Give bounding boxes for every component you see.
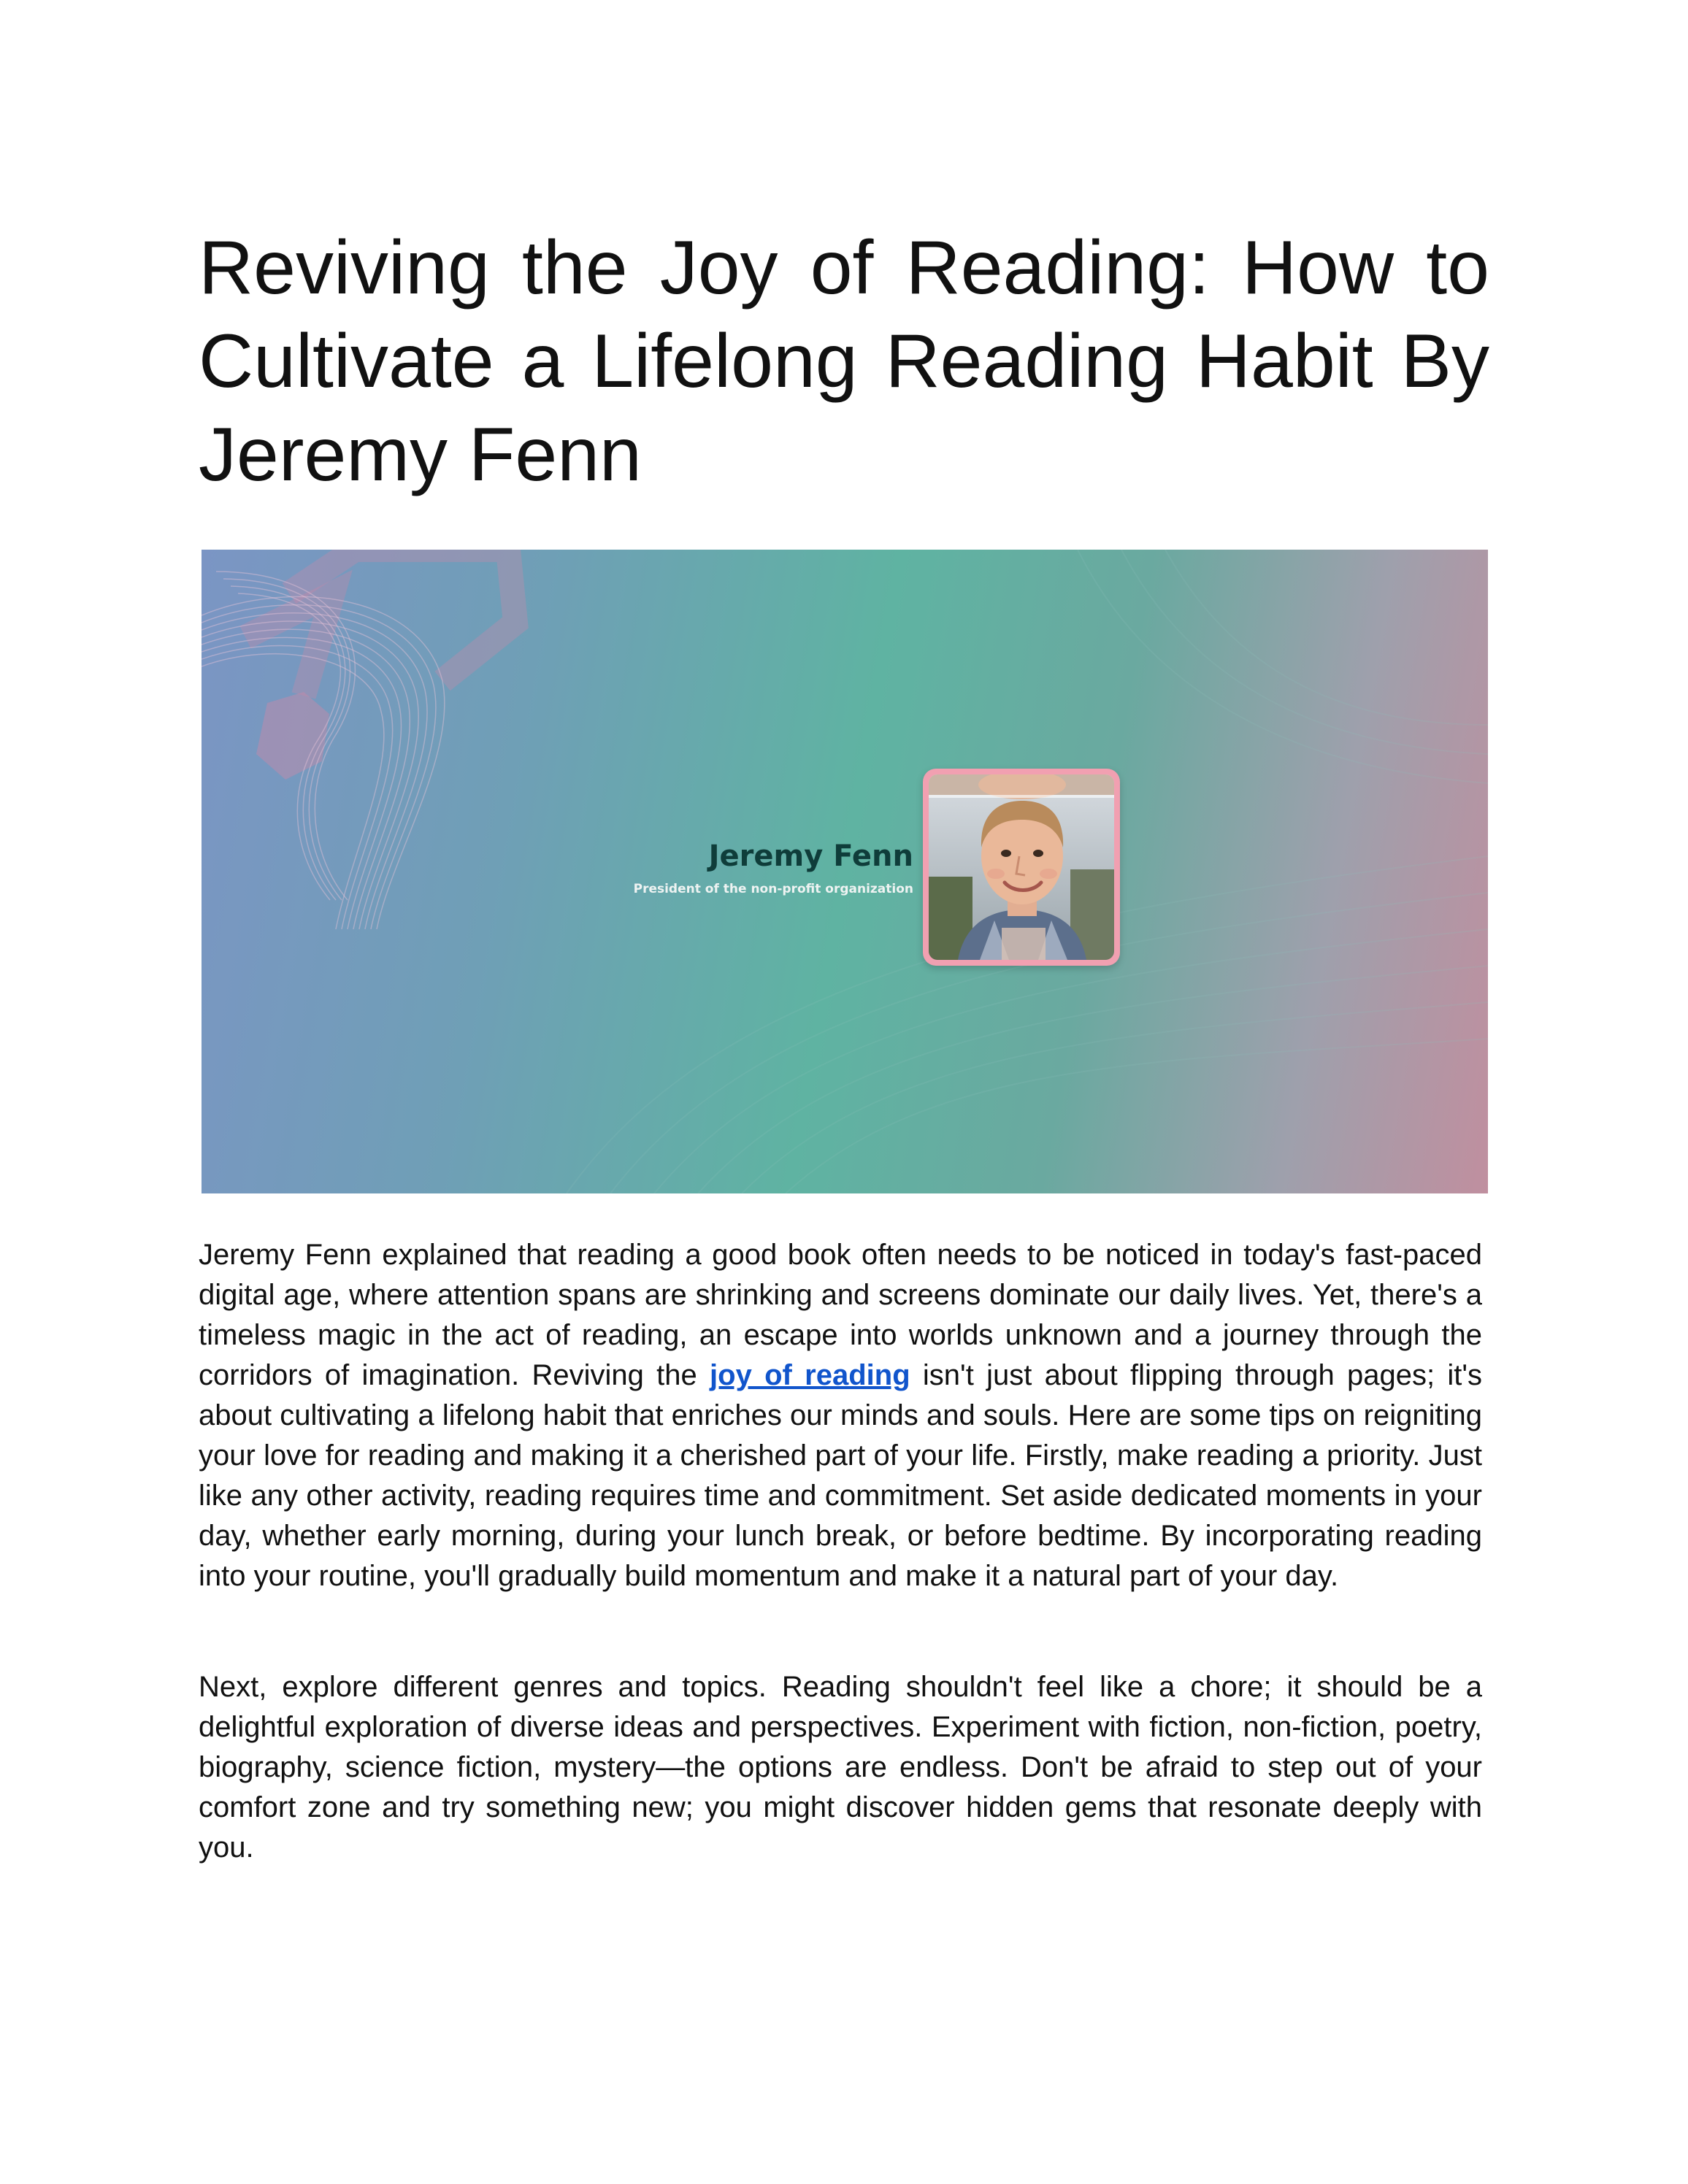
- paragraph-1-text-end: isn't just about flipping through pages; it's about cultivating a lifelong habit that enriches our minds and souls. Here are some tips on reigniting your love for reading and making it a cherished part of your life. Firstly, make reading a priority. Just like any other activity, reading requires time and commitment. Set aside dedicated moments in your day, whether early morning, during your lunch break, or before bedtime. By incorporating reading into your routine, you'll gradually build momentum and make it a natural part of your day.: [199, 1359, 1482, 1592]
- paragraph-1: [199, 1235, 1482, 1596]
- author-banner-image: [202, 550, 1488, 1193]
- portrait-illustration: [929, 774, 1114, 960]
- paragraph-1-text-start: Jeremy Fenn explained that reading a good book often needs to be noticed in today's fast-paced digital age, where attention spans are shrinking and screens dominate our daily lives. Yet, there's a timeless magic in the act of reading, an escape into worlds unknown and a journey through the corridors of imagination. Reviving the: [199, 1239, 1482, 1391]
- paragraph-2: Next, explore different genres and topics. Reading shouldn't feel like a chore; it should be a delightful exploration of diverse ideas and perspectives. Experiment with fiction, non-fiction, poetry, biography, science fiction, mystery—the options are endless. Don't be afraid to step out of your comfort zone and try something new; you might discover hidden gems that resonate deeply with you.: [199, 1671, 1482, 1864]
- joy-of-reading-link[interactable]: joy of reading: [710, 1359, 910, 1391]
- author-photo: [923, 769, 1120, 966]
- banner-author-name: Jeremy Fenn: [708, 839, 913, 873]
- banner-author-role: President of the non-profit organization: [633, 882, 913, 896]
- document-title: Reviving the Joy of Reading: How to Cultivate a Lifelong Reading Habit By Jeremy Fenn: [199, 226, 1489, 497]
